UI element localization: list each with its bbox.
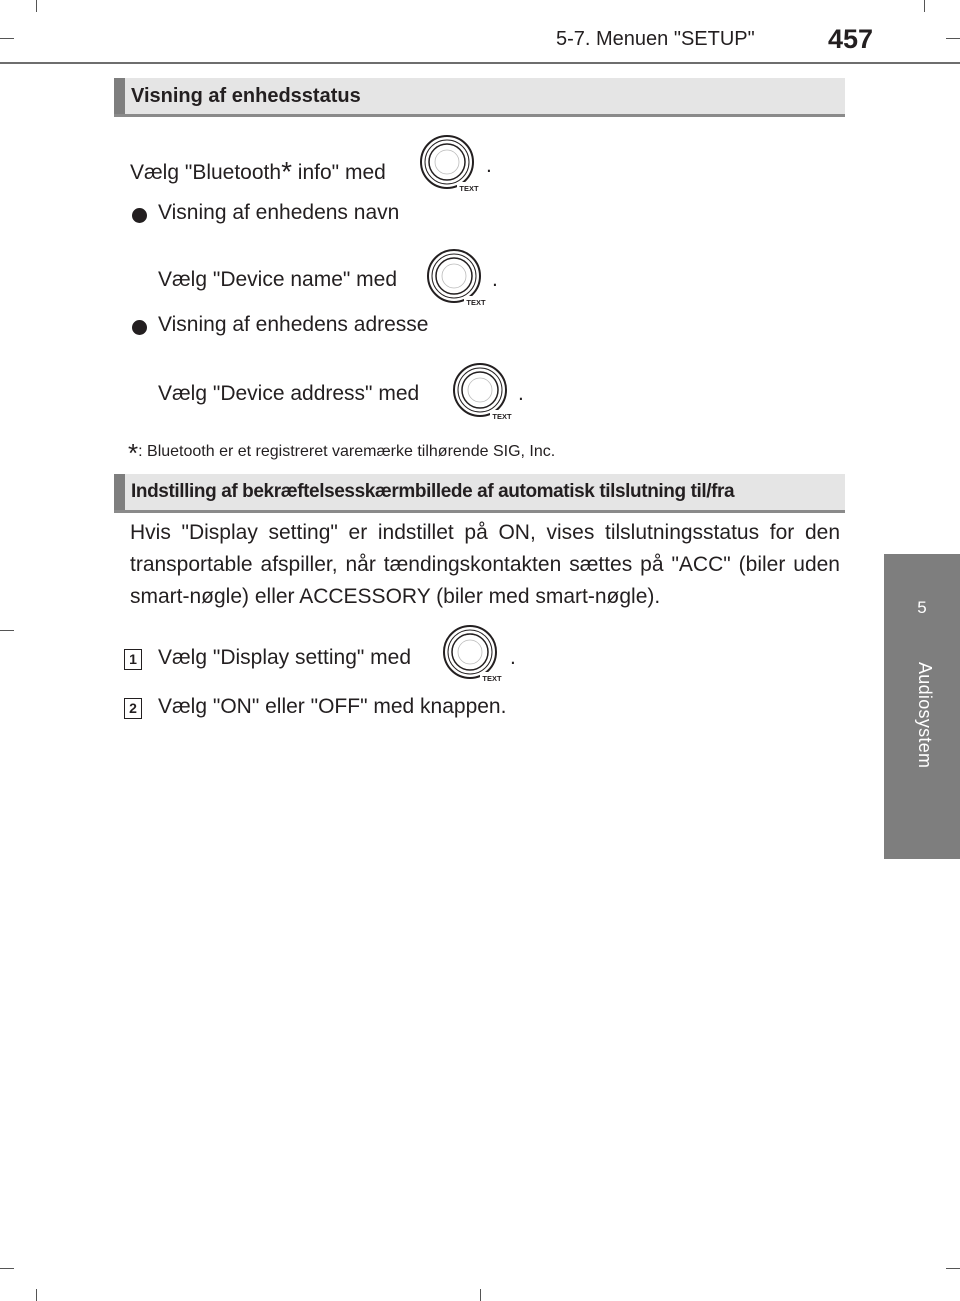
bullet-icon <box>132 320 147 335</box>
heading-bar <box>114 78 125 114</box>
tune-knob-icon <box>442 624 506 684</box>
knob-label: TEXT <box>492 412 512 421</box>
period: . <box>486 154 492 177</box>
crop-mark <box>0 1268 14 1269</box>
section-heading-auto-connect <box>114 474 845 513</box>
footnote <box>128 432 556 468</box>
page-number: 457 <box>828 24 874 54</box>
bullet-device-name: Visning af enhedens navn <box>158 201 400 224</box>
crop-mark <box>36 1289 37 1301</box>
heading-bar <box>114 474 125 510</box>
crop-mark <box>0 38 14 39</box>
instruction-device-name: Vælg "Device name" med <box>158 268 398 291</box>
bullet-icon <box>132 208 147 223</box>
chapter-label: Audiosystem <box>915 662 935 769</box>
section-heading-text: Indstilling af bekræftelsesskærmbillede af automatisk tilslutning til/fra <box>131 481 735 502</box>
instruction-text: info" med <box>291 161 386 184</box>
step-text: Vælg "Display setting" med <box>158 646 412 669</box>
bullet-device-address: Visning af enhedens adresse <box>158 313 429 336</box>
chapter-number: 5 <box>917 598 927 617</box>
knob-label: TEXT <box>482 674 502 683</box>
header-section-title: 5-7. Menuen "SETUP" <box>556 28 755 50</box>
period: . <box>518 382 524 405</box>
step-text: Vælg "ON" eller "OFF" med knappen. <box>158 695 507 718</box>
tune-knob-icon <box>419 134 483 194</box>
step-number: 1 <box>124 649 142 670</box>
crop-mark <box>946 1268 960 1269</box>
crop-mark <box>924 0 925 12</box>
knob-label: TEXT <box>459 184 479 193</box>
step-number: 2 <box>124 698 142 719</box>
tune-knob-icon <box>452 362 516 422</box>
header-rule <box>0 62 960 64</box>
crop-mark <box>480 1289 481 1301</box>
instruction-device-address: Vælg "Device address" med <box>158 382 420 405</box>
period: . <box>510 646 516 669</box>
asterisk: * <box>281 156 292 187</box>
knob-label: TEXT <box>466 298 486 307</box>
period: . <box>492 268 498 291</box>
crop-mark <box>0 630 14 631</box>
description-paragraph: Hvis "Display setting" er indstillet på ON, vises tilslutningsstatus for den transportable afspiller, når tændingskontakten sættes på "ACC" (biler uden smart-nøgle) eller ACCESSORY (biler med smart-nøgle). <box>130 521 840 608</box>
footnote-text: : Bluetooth er et registreret varemærke tilhørende SIG, Inc. <box>138 443 556 460</box>
asterisk: * <box>128 438 139 468</box>
instruction-text: Vælg "Bluetooth <box>130 161 282 184</box>
section-heading-device-status <box>114 78 845 117</box>
crop-mark <box>946 38 960 39</box>
crop-mark <box>36 0 37 12</box>
instruction-bluetooth-info <box>130 154 386 186</box>
tune-knob-icon <box>426 248 490 308</box>
section-heading-text: Visning af enhedsstatus <box>131 85 361 107</box>
